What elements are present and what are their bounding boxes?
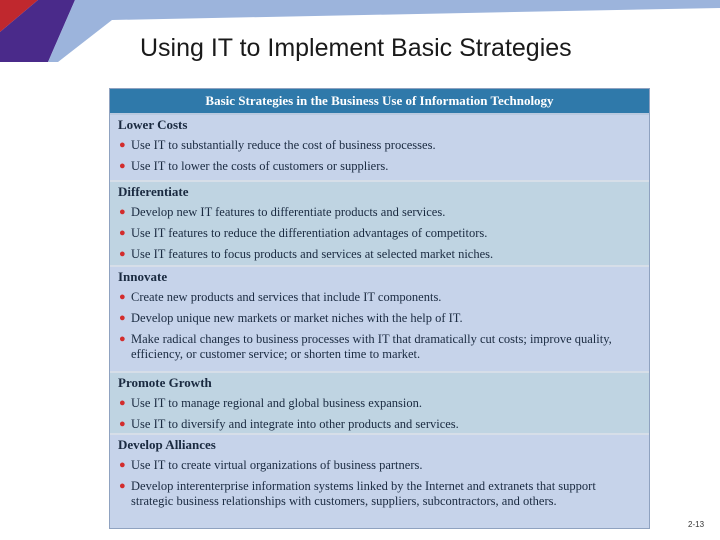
list-item	[118, 332, 641, 362]
section-develop-alliances	[110, 435, 649, 530]
section-innovate	[110, 267, 649, 373]
bullet-icon: ●	[119, 291, 126, 303]
item-text: Use IT to lower the costs of customers or suppliers.	[131, 159, 389, 173]
list-item	[118, 159, 641, 174]
list-item	[118, 138, 641, 153]
bullet-icon: ●	[119, 139, 126, 151]
section-heading: Lower Costs	[118, 117, 188, 132]
bullet-icon: ●	[119, 418, 126, 430]
section-heading: Develop Alliances	[118, 437, 216, 452]
bullet-icon: ●	[119, 312, 126, 324]
list-item	[118, 479, 641, 509]
bullet-icon: ●	[119, 397, 126, 409]
list-item	[118, 458, 641, 473]
item-text: Develop interenterprise information systems linked by the Internet and extranets that support strategic business relationships with customers, suppliers, subcontractors, and others.	[131, 479, 596, 508]
item-text: Use IT to substantially reduce the cost of business processes.	[131, 138, 436, 152]
slide-number: 2-13	[688, 520, 705, 529]
strategies-table	[109, 88, 650, 529]
item-text: Use IT features to focus products and services at selected market niches.	[131, 247, 494, 261]
list-item	[118, 226, 641, 241]
item-text: Use IT to create virtual organizations of business partners.	[131, 458, 423, 472]
section-lower-costs	[110, 115, 649, 182]
list-item	[118, 311, 641, 326]
item-text: Develop unique new markets or market niches with the help of IT.	[131, 311, 463, 325]
bullet-icon: ●	[119, 480, 126, 492]
list-item	[118, 205, 641, 220]
item-text: Use IT to manage regional and global business expansion.	[131, 396, 423, 410]
section-heading: Innovate	[118, 269, 168, 284]
list-item	[118, 417, 641, 432]
slide-title: Using IT to Implement Basic Strategies	[140, 34, 572, 62]
section-differentiate	[110, 182, 649, 267]
item-text: Use IT features to reduce the differentiation advantages of competitors.	[131, 226, 488, 240]
item-text: Develop new IT features to differentiate products and services.	[131, 205, 446, 219]
bullet-icon: ●	[119, 160, 126, 172]
item-text: Make radical changes to business processes with IT that dramatically cut costs; improve quality, efficiency, or customer service; or shorten time to market.	[131, 332, 612, 361]
bullet-icon: ●	[119, 459, 126, 471]
table-header: Basic Strategies in the Business Use of Information Technology	[110, 89, 649, 115]
list-item	[118, 396, 641, 411]
bullet-icon: ●	[119, 333, 126, 345]
section-heading: Promote Growth	[118, 375, 212, 390]
list-item	[118, 290, 641, 305]
bullet-icon: ●	[119, 206, 126, 218]
list-item	[118, 247, 641, 262]
bullet-icon: ●	[119, 248, 126, 260]
item-text: Create new products and services that include IT components.	[131, 290, 442, 304]
item-text: Use IT to diversify and integrate into other products and services.	[131, 417, 459, 431]
bullet-icon: ●	[119, 227, 126, 239]
section-promote-growth	[110, 373, 649, 435]
section-heading: Differentiate	[118, 184, 189, 199]
